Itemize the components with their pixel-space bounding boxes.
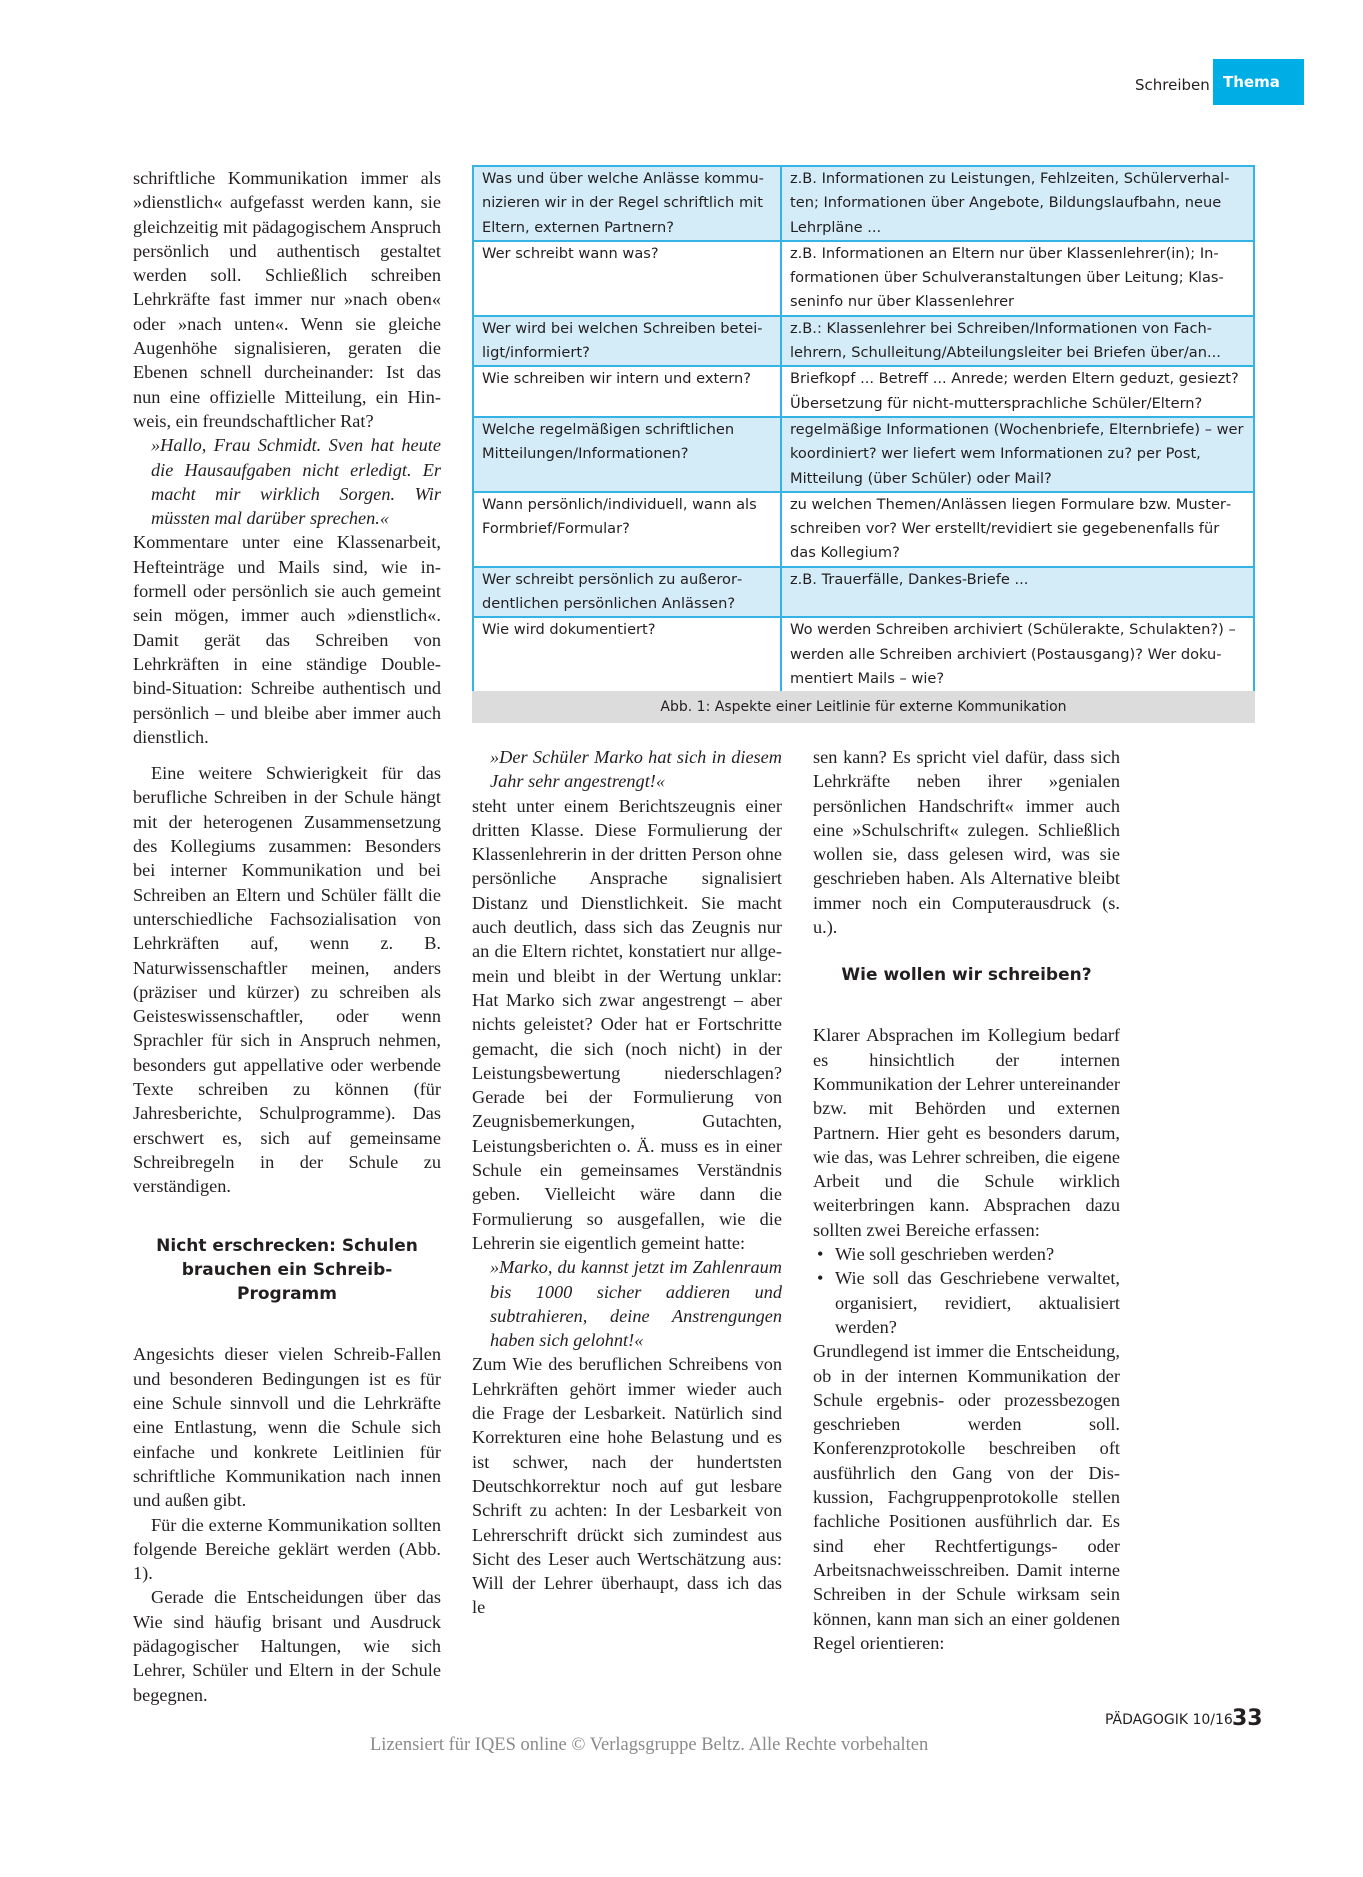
- paragraph: Zum Wie des beruflichen Schreibens von Lehrkräften gehört immer wieder auch die Frage der Lesbarkeit. Natürlich sind Korrekturen eine hohe Belastung und es ist schwer, nach der hundertsten Deutschkorrektur noch auf gut lesbare Schrift zu achten: In der Lesbarkeit von Lehrerschrift drückt sich zumindest aus Sicht des Leser auch Wertschätzung aus: Will der Lehrer überhaupt, dass ich das le: [472, 1354, 782, 1618]
- answer-cell: Briefkopf ... Betreff ... Anrede; werden Eltern geduzt, gesiezt? Übersetzung für nicht-muttersprachliche Schüler/Eltern?: [781, 366, 1254, 417]
- section-heading: Wie wollen wir schreiben?: [841, 965, 1092, 986]
- answer-cell: regelmäßige Informationen (Wochenbriefe, Elternbriefe) – wer koordiniert? wer liefert wem Informationen zu? per Post, Mitteilung (über Schüler) oder Mail?: [781, 417, 1254, 492]
- license-notice: Lizensiert für IQES online © Verlagsgruppe Beltz. Alle Rechte vorbehalten: [370, 1735, 929, 1755]
- figure-aspects-table: [472, 165, 1255, 723]
- figure-caption: Abb. 1: Aspekte einer Leitlinie für externe Kommunikation: [472, 691, 1255, 723]
- answer-cell: z.B. Informationen zu Leistungen, Fehlzeiten, Schülerverhalten; Informationen über Angebote, Bildungslaufbahn, neue Lehrpläne ...: [781, 166, 1254, 241]
- section-heading: Nicht erschrecken: Schulen brauchen ein Schreib-Programm: [156, 1236, 418, 1305]
- question-cell: Wie wird dokumentiert?: [473, 617, 781, 691]
- question-cell: Was und über welche Anlässe kommunizieren wir in der Regel schriftlich mit Eltern, externen Partnern?: [473, 166, 781, 241]
- question-cell: Wer schreibt wann was?: [473, 241, 781, 316]
- quote: »Marko, du kannst jetzt im Zahlenraum bis 1000 sicher addieren und subtrahieren, deine Anstrengungen haben sich gelohnt!«: [490, 1257, 782, 1351]
- paragraph: Für die externe Kommunikation sollten folgende Bereiche geklärt werden (Abb. 1).: [133, 1514, 441, 1584]
- answer-cell: z.B.: Klassenlehrer bei Schreiben/Informationen von Fachlehrern, Schulleitung/Abteilungsleiter bei Briefen über/an...: [781, 316, 1254, 367]
- section-tab-thema: Thema: [1213, 59, 1304, 105]
- table-row: [473, 492, 1254, 567]
- magazine-issue: PÄDAGOGIK 10/16: [1105, 1712, 1233, 1728]
- paragraph: Grundlegend ist immer die Entscheidung, ob in der internen Kommunikation der Schule ergebnis- oder prozessbezogen geschrieben werden soll. Konferenzprotokolle beschreiben oft ausführlich den Gang von der Diskussion, Fachgruppenprotokolle stellen fachliche Positionen ausführlich dar. Es sind eher Rechtfertigungs- oder Arbeitsnachweisschreiben. Damit interne Schreiben in der Schule wirksam sein können, kann man sich an einer goldenen Regel orientieren:: [813, 1341, 1120, 1653]
- list-item: • Wie soll geschrieben werden?: [835, 1242, 1120, 1266]
- bullet-list: [813, 1242, 1120, 1339]
- table-row: [473, 166, 1254, 241]
- paragraph: Gerade die Entscheidungen über das Wie sind häufig brisant und Ausdruck pädagogischer Haltungen, wie sich Lehrer, Schüler und Eltern in der Schule begegnen.: [133, 1587, 441, 1705]
- answer-cell: zu welchen Themen/Anlässen liegen Formulare bzw. Musterschreiben vor? Wer erstellt/revidiert sie gegebenenfalls für das Kollegium?: [781, 492, 1254, 567]
- paragraph: sen kann? Es spricht viel dafür, dass sich Lehrkräfte neben ihrer »genialen persönlichen Handschrift« immer auch eine »Schulschrift« zulegen. Schließlich wollen sie, dass gelesen wird, was sie geschrieben haben. Als Alternative bleibt immer noch ein Computerausdruck (s. u.).: [813, 747, 1120, 938]
- question-cell: Wann persönlich/individuell, wann als Formbrief/Formular?: [473, 492, 781, 567]
- answer-cell: z.B. Informationen an Eltern nur über Klassenlehrer(in); Informationen über Schulveranstaltungen über Leitung; Klasseninfo nur über Klassenlehrer: [781, 241, 1254, 316]
- table-row: [473, 316, 1254, 367]
- table-row: [473, 241, 1254, 316]
- table-row: [473, 567, 1254, 618]
- right-column: [813, 745, 1120, 1655]
- paragraph: Angesichts dieser vielen Schreib-Fallen und besonderen Bedingungen ist es für eine Schule sinnvoll und die Lehrkräfte eine Entlastung, wenn die Schule sich einfache und konkrete Leitlinien für schriftliche Kommunikation nach innen und außen gibt.: [133, 1344, 441, 1511]
- answer-cell: z.B. Trauerfälle, Dankes-Briefe ...: [781, 567, 1254, 618]
- question-cell: Welche regelmäßigen schriftlichen Mitteilungen/Informationen?: [473, 417, 781, 492]
- quote: »Der Schüler Marko hat sich in diesem Jahr sehr angestrengt!«: [490, 747, 782, 792]
- page-number: 33: [1232, 1706, 1263, 1731]
- aspects-table: [472, 165, 1255, 691]
- question-cell: Wer wird bei welchen Schreiben beteiligt/informiert?: [473, 316, 781, 367]
- section-label: Schreiben: [1135, 76, 1210, 94]
- list-item: • Wie soll das Geschriebene verwaltet, organisiert, revidiert, aktualisiert werden?: [835, 1266, 1120, 1339]
- left-column: [133, 166, 441, 1707]
- paragraph: steht unter einem Berichtszeugnis einer dritten Klasse. Diese Formulierung der Klassenlehrerin in der dritten Person ohne persönliche Ansprache signalisiert Distanz und Dienstlichkeit. Sie macht auch deutlich, dass sich das Zeugnis nur an die Eltern richtet, konstatiert nur allgemein und bleibt in der Wertung unklar: Hat Marko sich zwar angestrengt – aber nichts geleistet? Oder hat er Fortschritte gemacht, die sich (noch nicht) in der Leistungsbewertung niederschlagen? Gerade bei der Formulierung von Zeugnisbemerkungen, Gutachten, Leistungsberichten o. Ä. muss es in einer Schule ein gemeinsames Verständnis geben. Vielleicht wäre dann die Formulierung so ausgefallen, wie die Lehrerin sie eigentlich gemeint hatte:: [472, 795, 782, 1253]
- table-row: [473, 366, 1254, 417]
- question-cell: Wer schreibt persönlich zu außerordentlichen persönlichen Anlässen?: [473, 567, 781, 618]
- question-cell: Wie schreiben wir intern und extern?: [473, 366, 781, 417]
- paragraph: Eine weitere Schwierigkeit für das berufliche Schreiben in der Schule hängt mit der heterogenen Zusammensetzung des Kollegiums zusammen: Besonders bei interner Kommunikation und bei Schreiben an Eltern und Schüler fällt die unterschiedliche Fachsozialisation von Lehrkräften auf, wenn z. B. Naturwissenschaftler meinen, anders (präziser und kürzer) zu schreiben als Geisteswissenschaftler, oder wenn Sprachler für sich in Anspruch nehmen, besonders gut appellative oder werbende Texte schreiben zu können (für Jahresberichte, Schulprogramme). Das erschwert es, sich auf gemeinsame Schreibregeln in der Schule zu verständigen.: [133, 763, 441, 1197]
- table-row: [473, 617, 1254, 691]
- paragraph: Klarer Absprachen im Kollegium bedarf es hinsichtlich der internen Kommunikation der Lehrer untereinander bzw. mit Behörden und externen Partnern. Hier geht es besonders darum, wie das, was Lehrer schreiben, die eigene Arbeit und die Schule wirklich weiterbringen kann. Absprachen dazu sollten zwei Bereiche erfassen:: [813, 1025, 1120, 1240]
- answer-cell: Wo werden Schreiben archiviert (Schülerakte, Schulakten?) – werden alle Schreiben archiviert (Postausgang)? Wer dokumentiert Mails – wie?: [781, 617, 1254, 691]
- quote: »Hallo, Frau Schmidt. Sven hat heute die Hausaufgaben nicht erledigt. Er macht mir wirklich Sorgen. Wir müssten mal darüber sprechen.«: [151, 435, 441, 529]
- paragraph: schriftliche Kommunikation immer als »dienstlich« aufgefasst werden kann, sie gleichzeitig mit pädagogischem Anspruch persönlich und authentisch gestaltet werden soll. Schließlich schreiben Lehrkräfte fast immer nur »nach oben« oder »nach unten«. Wenn sie gleiche Augenhöhe signalisieren, geraten die Ebenen schnell durcheinander: Ist das nun eine offizielle Mitteilung, ein Hinweis, ein freundschaftlicher Rat?: [133, 168, 441, 431]
- paragraph: Kommentare unter eine Klassenarbeit, Hefteinträge und Mails sind, wie informell oder persönlich sie auch gemeint sein mögen, immer auch »dienstlich«. Damit gerät das Schreiben von Lehrkräften in eine ständige Double-bind-Situation: Schreibe authentisch und persönlich – und bleibe aber immer auch dienstlich.: [133, 532, 441, 747]
- middle-column: [472, 745, 782, 1620]
- table-row: [473, 417, 1254, 492]
